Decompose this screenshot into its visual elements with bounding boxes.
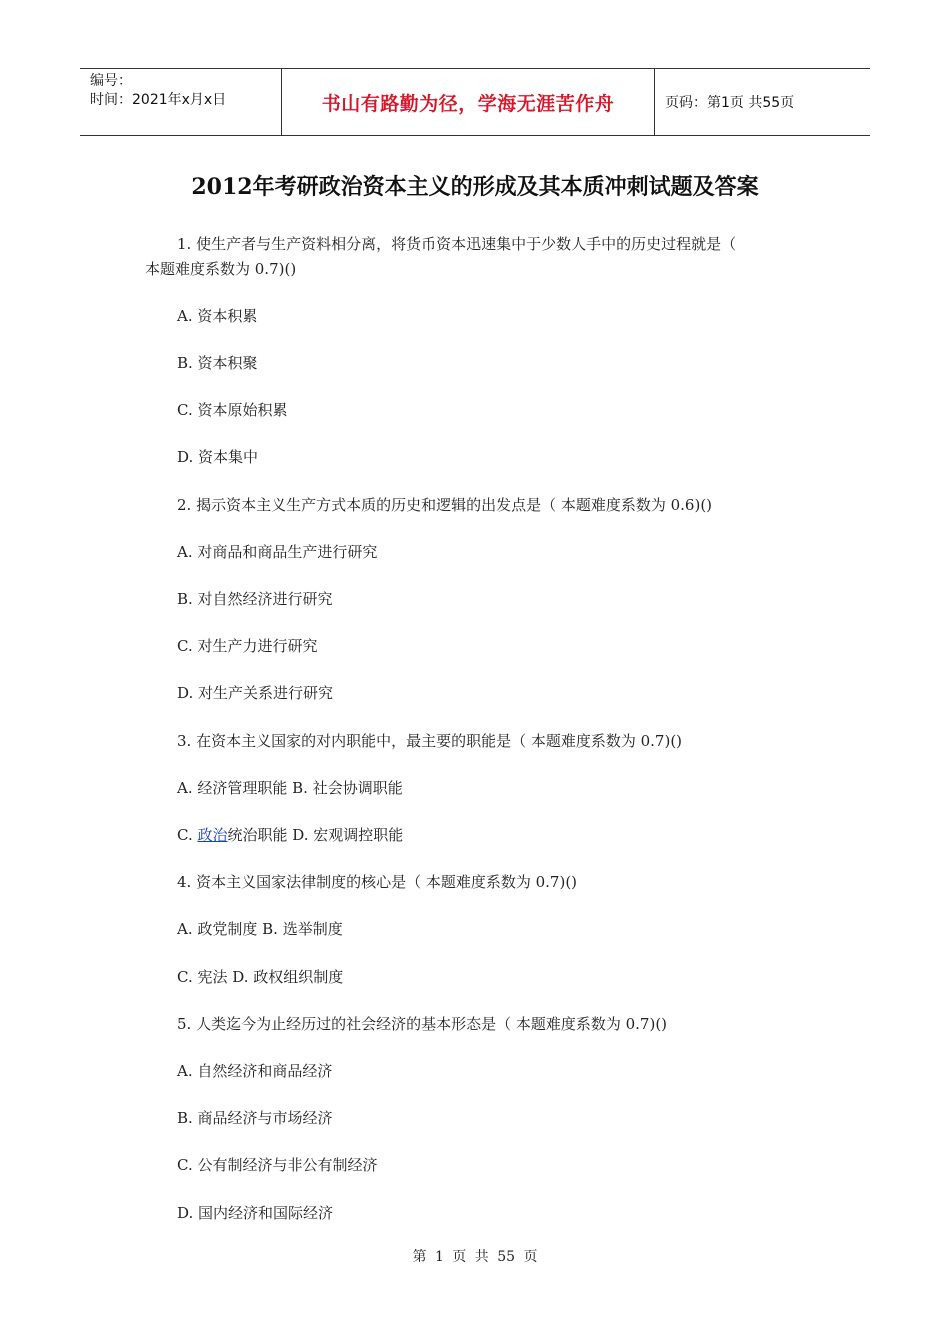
question-5-option-b: B. 商品经济与市场经济 [177, 1109, 333, 1127]
option-c-rest: 统治职能 D. 宏观调控职能 [227, 826, 404, 844]
question-2-option-d: D. 对生产关系进行研究 [177, 684, 334, 702]
document-title: 2012年考研政治资本主义的形成及其本质冲刺试题及答案 [191, 174, 759, 200]
question-1-option-c: C. 资本原始积累 [177, 401, 288, 419]
header-meta-cell [80, 69, 282, 135]
option-c-prefix: C. [177, 826, 198, 844]
serial-number-label: 编号： [90, 73, 132, 89]
question-2-option-a: A. 对商品和商品生产进行研究 [177, 543, 378, 561]
question-4-options-cd: C. 宪法 D. 政权组织制度 [177, 968, 344, 986]
question-3-text: 3. 在资本主义国家的对内职能中，最主要的职能是（ 本题难度系数为 0.7)() [177, 732, 683, 750]
question-5-text: 5. 人类迄今为止经历过的社会经济的基本形态是（ 本题难度系数为 0.7)() [177, 1015, 668, 1033]
header-motto: 书山有路勤为径，学海无涯苦作舟 [282, 69, 655, 135]
header-page-info: 页码：第1页 共55页 [665, 95, 795, 111]
question-2-option-b: B. 对自然经济进行研究 [177, 590, 333, 608]
question-2-option-c: C. 对生产力进行研究 [177, 637, 318, 655]
question-4-text: 4. 资本主义国家法律制度的核心是（ 本题难度系数为 0.7)() [177, 873, 578, 891]
question-2-text: 2. 揭示资本主义生产方式本质的历史和逻辑的出发点是（ 本题难度系数为 0.6)() [177, 496, 713, 514]
question-5-option-d: D. 国内经济和国际经济 [177, 1204, 334, 1222]
question-3-options-ab: A. 经济管理职能 B. 社会协调职能 [177, 779, 403, 797]
date-label: 时间：2021年x月x日 [90, 92, 227, 108]
document-header [80, 68, 870, 136]
question-5-option-c: C. 公有制经济与非公有制经济 [177, 1156, 378, 1174]
page-footer: 第 1 页 共 55 页 [412, 1249, 538, 1265]
question-1-option-b: B. 资本积聚 [177, 354, 258, 372]
question-5-option-a: A. 自然经济和商品经济 [177, 1062, 333, 1080]
question-1-option-a: A. 资本积累 [177, 307, 258, 325]
question-1-text-continued: 本题难度系数为 0.7)() [145, 260, 297, 278]
question-1-text: 1. 使生产者与生产资料相分离，将货币资本迅速集中于少数人手中的历史过程就是（ [177, 235, 737, 253]
question-4-options-ab: A. 政党制度 B. 选举制度 [177, 920, 343, 938]
politics-link[interactable]: 政治 [197, 826, 228, 844]
question-3-options-cd [177, 824, 403, 846]
question-1-option-d: D. 资本集中 [177, 448, 259, 466]
